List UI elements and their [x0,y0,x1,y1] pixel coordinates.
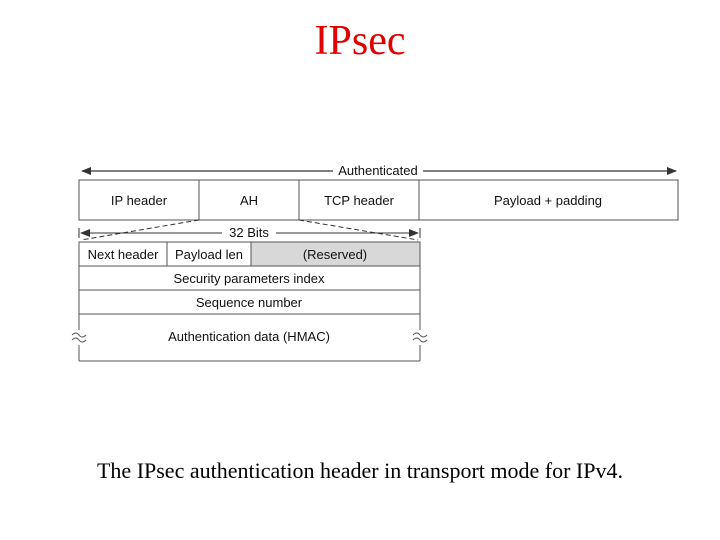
payload-label: Payload + padding [493,193,603,208]
slide-caption: The IPsec authentication header in transport mode for IPv4. [96,458,623,483]
variable-length-break-left [72,333,86,342]
reserved-label: (Reserved) [302,247,368,262]
authenticated-label: Authenticated [338,163,418,178]
slide-title: IPsec [314,18,406,64]
packet-row [79,180,678,220]
spi-label: Security parameters index [173,271,325,286]
tcp-header-label: TCP header [324,193,394,208]
width-label: 32 Bits [229,225,269,240]
sequence-label: Sequence number [195,295,303,310]
variable-length-break-right [413,333,427,342]
ip-header-label: IP header [110,193,168,208]
payload-len-label: Payload len [175,247,243,262]
next-header-label: Next header [87,247,159,262]
auth-data-label: Authentication data (HMAC) [168,329,330,344]
ah-label: AH [239,193,259,208]
ah-structure [72,242,427,361]
